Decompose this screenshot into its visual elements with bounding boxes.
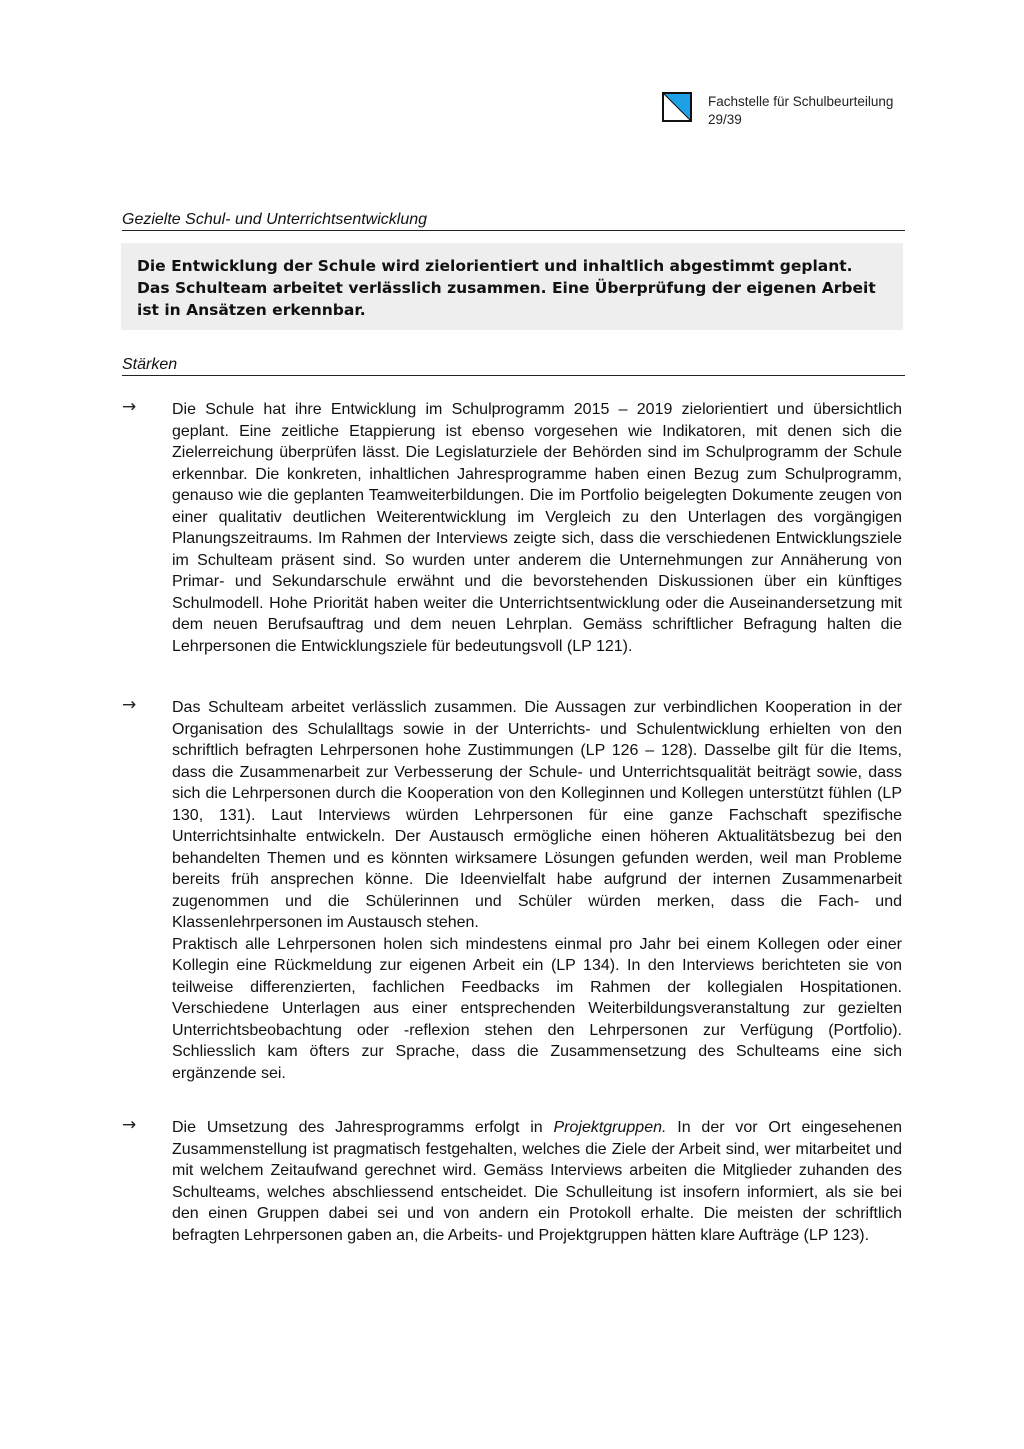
org-name: Fachstelle für Schulbeurteilung — [708, 94, 894, 109]
item-text — [172, 399, 902, 657]
paragraph-rest: In der vor Ort eingesehenen Zusammenstellung ist pragmatisch festgehalten, welches die Ziele der Arbeit sind, wer mitarbeitet und mit welchem Zeitaufwand gerechnet wird. Gemäss Interviews arbeiten die Mitglieder zuhanden des Schulteams, welches abschliessend entscheidet. Die Schulleitung ist insofern informiert, als sie bei den einen Gruppen dabei sei und von andern ein Protokoll erhalte. Die meisten der schriftlich befragten Lehrpersonen gaben an, die Arbeits- und Projektgruppen hätten klare Aufträge (LP 123). — [172, 1119, 902, 1244]
list-item — [122, 1117, 905, 1246]
right-arrow-icon: → — [122, 397, 137, 417]
paragraph — [172, 1117, 902, 1246]
paragraph: Die Schule hat ihre Entwicklung im Schulprogramm 2015 – 2019 zielorientiert und übersichtlich geplant. Eine zeitliche Etappierung ist ebenso vorgesehen wie Indikatoren, mit denen sich die Zielerreichung überprüfen lässt. Die Legislaturziele der Behörden sind im Schulprogramm der Schule erkennbar. Die konkreten, inhaltlichen Jahresprogramme haben einen Bezug zum Schulprogramm, genauso wie die geplanten Teamweiterbildungen. Die im Portfolio beigelegten Dokumente zeugen von einer qualitativ deutlichen Weiterentwicklung im Vergleich zu den Unterlagen des vorgängigen Planungszeitraums. Im Rahmen der Interviews zeigte sich, dass die verschiedenen Entwicklungsziele im Schulteam präsent sind. So wurden unter anderem die Unternehmungen zur Annäherung von Primar- und Sekundarschule erwähnt und die bevorstehenden Diskussionen über ein künftiges Schulmodell. Hohe Priorität haben weiter die Unterrichtsentwicklung oder die Auseinandersetzung mit dem neuen Berufsauftrag und dem neuen Lehrplan. Gemäss schriftlicher Befragung halten die Lehrpersonen die Entwicklungsziele für bedeutungsvoll (LP 121). — [172, 401, 902, 655]
right-arrow-icon: → — [122, 1115, 137, 1135]
paragraph: Praktisch alle Lehrpersonen holen sich mindestens einmal pro Jahr bei einem Kollegen oder einer Kollegin eine Rückmeldung zur eigenen Arbeit ein (LP 134). In den Interviews berichteten sie von teilweise differenzierten, fachlichen Feedbacks im Rahmen der kollegialen Hospitationen. Verschiedene Unterlagen aus einer entsprechenden Weiterbildungsveranstaltung zur gezielten Unterrichtsbeobachtung oder -reflexion stehen den Lehrpersonen zur Verfügung (Portfolio). Schliesslich kam öfters zur Sprache, dass die Zusammensetzung des Schulteams eine sich ergänzende sei. — [172, 935, 902, 1082]
summary-text: Die Entwicklung der Schule wird zielorientiert und inhaltlich abgestimmt geplant. Das Schulteam arbeitet verlässlich zusammen. Eine Überprüfung der eigenen Arbeit ist in Ansätzen erkennbar. — [137, 257, 876, 319]
paragraph-emphasis: Projektgruppen. — [553, 1119, 667, 1136]
item-text — [172, 697, 902, 1084]
header — [708, 93, 893, 129]
section-title: Gezielte Schul- und Unterrichtsentwicklung — [122, 210, 905, 231]
list-item — [122, 399, 905, 657]
summary-box — [121, 243, 903, 330]
paragraph: Das Schulteam arbeitet verlässlich zusammen. Die Aussagen zur verbindlichen Kooperation in der Organisation des Schulalltags sowie in der Unterrichts- und Schulentwicklung erhielten von den schriftlich befragten Lehrpersonen hohe Zustimmungen (LP 126 – 128). Dasselbe gilt für die Items, dass die Zusammenarbeit zur Verbesserung der Schule- und Unterrichtsqualität beiträgt sowie, dass sich die Lehrpersonen durch die Kooperation von den Kolleginnen und Kollegen unterstützt fühlen (LP 130, 131). Laut Interviews würden Lehrpersonen für eine ganze Fachschaft spezifische Unterrichtsinhalte entwickeln. Der Austausch ermögliche einen höheren Aktualitätsbezug bei den behandelten Themen und es könnten wirksamere Lösungen gefunden werden, weil man Probleme bereits früh ansprechen könne. Die Ideenvielfalt habe aufgrund der internen Zusammenarbeit zugenommen und die Schülerinnen und Schüler würden merken, dass die Fach- und Klassenlehrpersonen im Austausch stehen. — [172, 699, 902, 931]
zurich-canton-shield-icon — [662, 92, 692, 122]
page-number: 29/39 — [708, 112, 742, 127]
list-item — [122, 697, 905, 1084]
strengths-title: Stärken — [122, 355, 905, 376]
right-arrow-icon: → — [122, 695, 137, 715]
paragraph-lead: Die Umsetzung des Jahresprogramms erfolgt in — [172, 1119, 554, 1136]
item-text — [172, 1117, 902, 1246]
